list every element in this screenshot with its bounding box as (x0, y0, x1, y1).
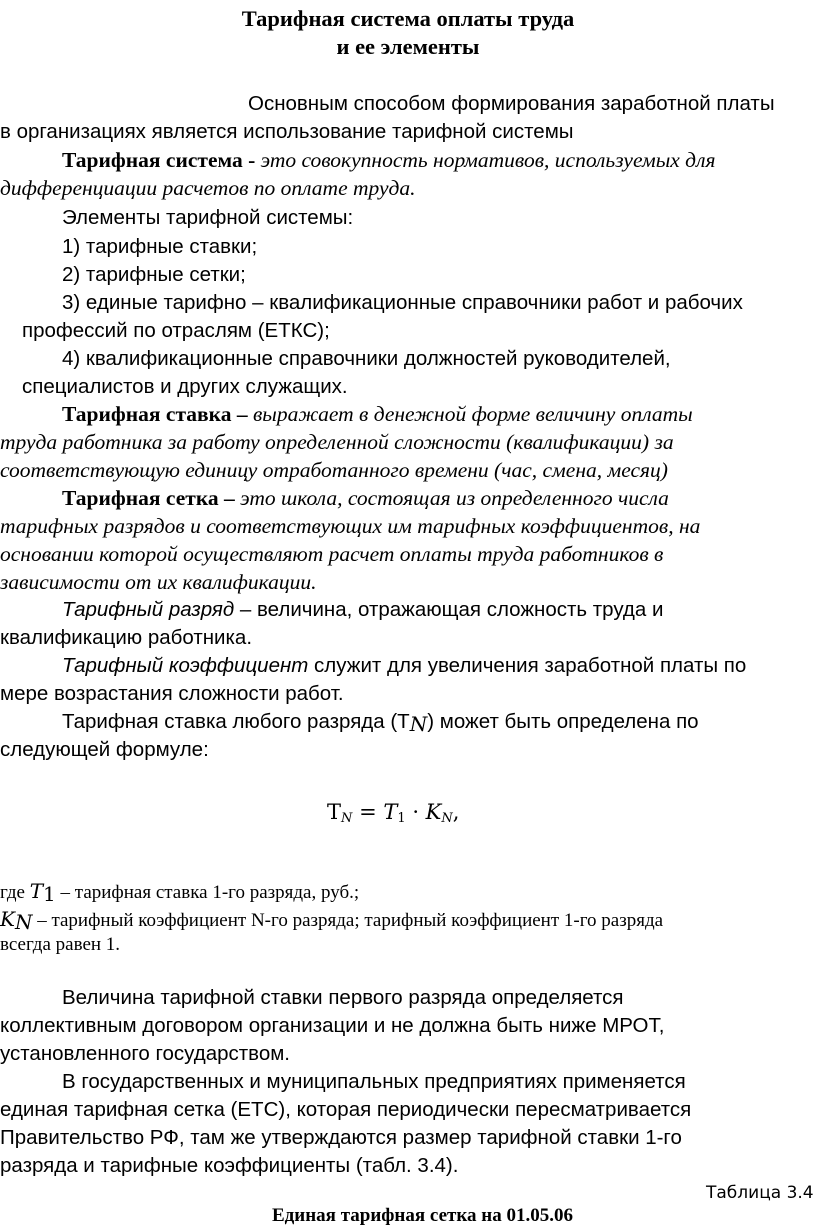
where-line2-text: – тарифный коэффициент N-го разряда; тарифный коэффициент 1-го разряда (32, 910, 664, 931)
table-title: Единая тарифная сетка на 01.05.06 (272, 1205, 573, 1226)
formula-dot: · (405, 800, 426, 824)
elements-heading: Элементы тарифной системы: (62, 206, 354, 229)
formula-k-sub: N (441, 811, 453, 826)
where-line3: всегда равен 1. (0, 934, 121, 955)
list-item-3-cont: профессий по отраслям (ЕТКС); (22, 319, 330, 342)
list-item-2: 2) тарифные сетки; (62, 263, 246, 286)
definition-grid-line3: основании которой осуществляют расчет оплаты труда работников в (0, 542, 664, 566)
formula-intro-text1a: Тарифная ставка любого разряда (Т (62, 710, 410, 733)
formula-intro-sub: N (409, 712, 428, 736)
formula-t-sub: 1 (397, 811, 406, 826)
formula-t: T (383, 800, 398, 824)
definition-coef-line2: мере возрастания сложности работ. (0, 682, 344, 705)
intro-line1: Основным способом формирования заработной платы (248, 92, 775, 115)
list-item-3: 3) единые тарифно – квалификационные справочники работ и рабочих (62, 291, 743, 314)
page-title: Тарифная система оплаты труда (241, 6, 575, 31)
where-k-sub: N (14, 910, 33, 934)
definition-grade-line2: квалификацию работника. (0, 626, 253, 649)
page-title-line2: и ее элементы (336, 34, 480, 59)
where-t-sub: 1 (43, 882, 56, 906)
definition-rate-text1: выражает в денежной форме величину оплаты (252, 402, 693, 426)
definition-system-line2: дифференциации расчетов по оплате труда. (0, 176, 416, 200)
definition-system-line1 (62, 147, 715, 173)
formula-intro-line1 (62, 709, 699, 735)
para-first-grade-line2: коллективным договором организации и не должна быть ниже МРОТ, (0, 1014, 665, 1037)
term-tariff-coef: Тарифный коэффициент (62, 654, 309, 677)
where-line1-text: – тарифная ставка 1-го разряда, руб.; (55, 882, 360, 903)
where-t-symbol: T (29, 879, 44, 903)
para-first-grade-line1: Величина тарифной ставки первого разряда определяется (62, 986, 624, 1009)
where-line1 (0, 878, 359, 906)
term-tariff-system: Тарифная система - (62, 148, 256, 172)
definition-coef-text1: служит для увеличения заработной платы по (308, 654, 747, 677)
definition-grade-line1 (62, 597, 663, 623)
para-ets-line1: В государственных и муниципальных предприятиях применяется (62, 1070, 686, 1093)
formula-end: , (452, 800, 460, 824)
definition-grid-line4: зависимости от их квалификации. (0, 570, 317, 594)
list-item-4: 4) квалификационные справочники должностей руководителей, (62, 347, 671, 370)
definition-grid-text1: это школа, состоящая из определенного числа (240, 486, 669, 510)
definition-grade-text1: – величина, отражающая сложность труда и (234, 598, 664, 621)
para-first-grade-line3: установленного государством. (0, 1042, 291, 1065)
para-ets-line2: единая тарифная сетка (ЕТС), которая периодически пересматривается (0, 1098, 692, 1121)
where-k-symbol: K (0, 907, 15, 931)
term-tariff-grade: Тарифный разряд (62, 598, 235, 621)
definition-rate-line1 (62, 401, 693, 427)
definition-rate-line2: труда работника за работу определенной сложности (квалификации) за (0, 430, 674, 454)
formula-k: K (425, 800, 442, 824)
definition-system-text1: это совокупность нормативов, используемых для (260, 148, 716, 172)
term-tariff-grid: Тарифная сетка – (62, 486, 235, 510)
definition-grid-line1 (62, 485, 669, 511)
formula-intro-text1b: ) может быть определена по (427, 710, 699, 733)
para-ets-line3: Правительство РФ, там же утверждаются размер тарифной ставки 1-го (0, 1126, 682, 1149)
table-label: Таблица 3.4 (706, 1183, 814, 1203)
formula-eq: = (352, 800, 384, 824)
list-item-1: 1) тарифные ставки; (62, 235, 258, 258)
para-ets-line4: разряда и тарифные коэффициенты (табл. 3.4). (0, 1154, 459, 1177)
where-line2 (0, 906, 663, 934)
term-tariff-rate: Тарифная ставка – (62, 402, 248, 426)
formula-intro-line2: следующей формуле: (0, 738, 209, 761)
formula (327, 799, 459, 825)
definition-grid-line2: тарифных разрядов и соответствующих им тарифных коэффициентов, на (0, 514, 701, 538)
intro-line2: в организациях является использование тарифной системы (0, 120, 574, 143)
where-prefix: где (0, 882, 30, 903)
formula-lhs-sub: N (341, 811, 353, 826)
definition-coef-line1 (62, 653, 746, 679)
formula-lhs: Т (327, 800, 342, 824)
definition-rate-line3: соответствующую единицу отработанного времени (час, смена, месяц) (0, 458, 668, 482)
list-item-4-cont: специалистов и других служащих. (22, 375, 348, 398)
